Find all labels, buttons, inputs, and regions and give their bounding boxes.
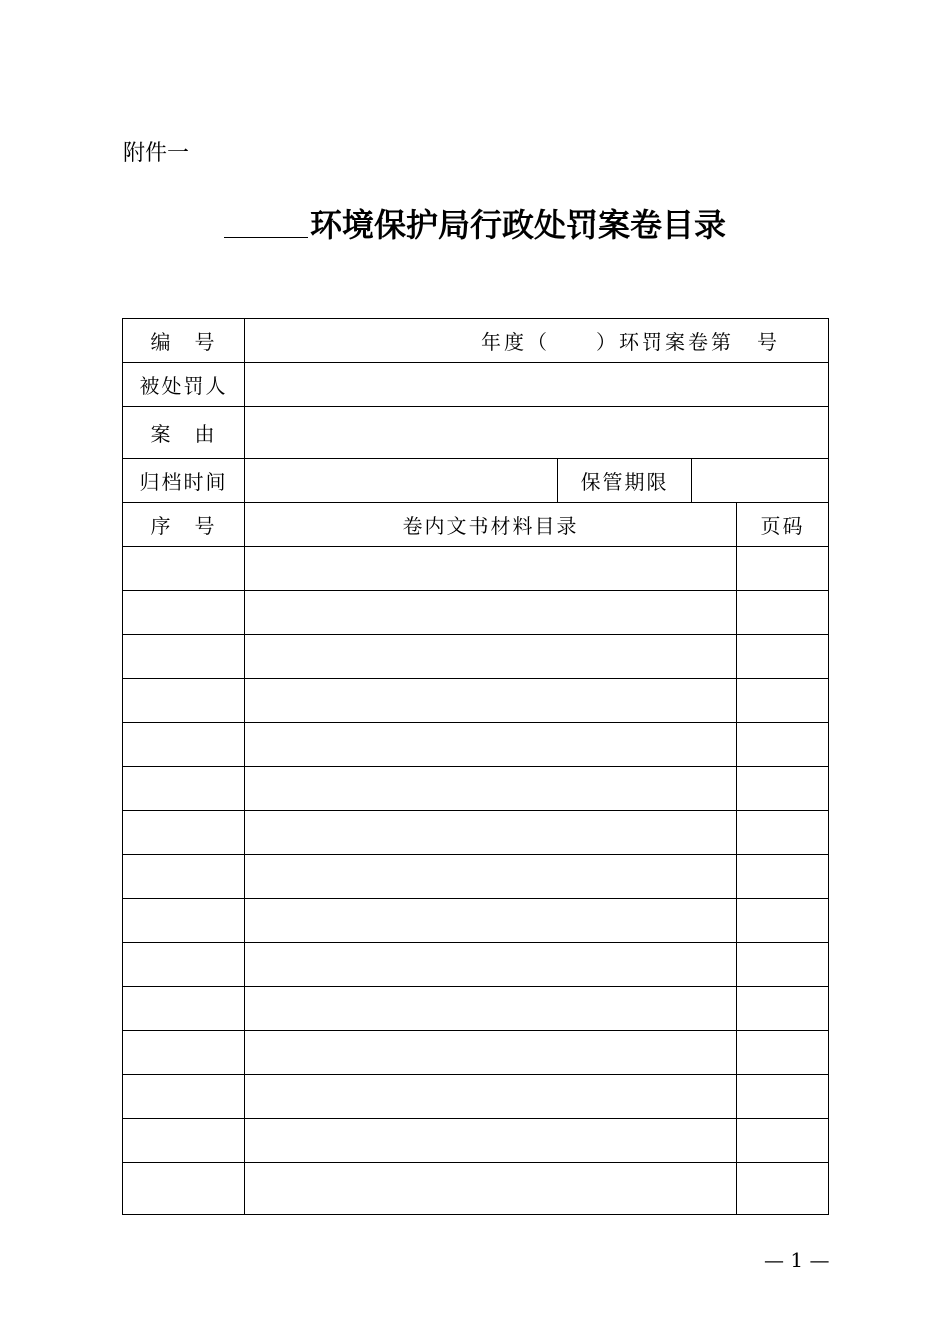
attachment-label: 附件一 [123, 141, 190, 166]
contents-cell [245, 1075, 737, 1119]
case-reason-row [123, 407, 829, 459]
seq-cell [123, 1031, 245, 1075]
seq-cell [123, 1119, 245, 1163]
page-cell [737, 1119, 829, 1163]
page-title [0, 200, 950, 246]
number-row [123, 319, 829, 363]
seq-cell [123, 943, 245, 987]
contents-cell [245, 1119, 737, 1163]
archive-time-value [245, 459, 558, 503]
table-row [123, 547, 829, 591]
contents-cell [245, 899, 737, 943]
page-cell [737, 855, 829, 899]
retention-period-label: 保管期限 [558, 459, 692, 503]
page-number: — 1 — [764, 1248, 830, 1272]
table-row [123, 1075, 829, 1119]
page-cell [737, 811, 829, 855]
seq-cell [123, 635, 245, 679]
contents-cell [245, 811, 737, 855]
page-cell [737, 1163, 829, 1215]
table-row [123, 635, 829, 679]
punished-party-row [123, 363, 829, 407]
page-cell [737, 987, 829, 1031]
table-row [123, 899, 829, 943]
contents-cell [245, 723, 737, 767]
archive-time-label: 归档时间 [123, 459, 245, 503]
contents-cell [245, 635, 737, 679]
table-row [123, 855, 829, 899]
contents-cell [245, 987, 737, 1031]
title-blank-line [224, 209, 308, 238]
seq-cell [123, 547, 245, 591]
table-row [123, 987, 829, 1031]
table-row [123, 811, 829, 855]
page-cell [737, 591, 829, 635]
contents-cell [245, 943, 737, 987]
page-cell [737, 943, 829, 987]
seq-cell [123, 1075, 245, 1119]
table-row [123, 943, 829, 987]
number-value: 年度（ ）环罚案卷第 号 [245, 319, 829, 363]
punished-party-label: 被处罚人 [123, 363, 245, 407]
column-header-contents: 卷内文书材料目录 [245, 503, 737, 547]
contents-cell [245, 1031, 737, 1075]
page-cell [737, 547, 829, 591]
page-cell [737, 1075, 829, 1119]
table-row [123, 1163, 829, 1215]
empty-rows [123, 547, 829, 1215]
page-cell [737, 679, 829, 723]
seq-cell [123, 591, 245, 635]
punished-party-value [245, 363, 829, 407]
page-cell [737, 723, 829, 767]
seq-cell [123, 1163, 245, 1215]
page-cell [737, 767, 829, 811]
contents-cell [245, 1163, 737, 1215]
retention-period-value [692, 459, 829, 503]
contents-cell [245, 767, 737, 811]
table-row [123, 767, 829, 811]
title-text: 环境保护局行政处罚案卷目录 [309, 206, 726, 244]
table-row [123, 1119, 829, 1163]
case-reason-label: 案 由 [123, 407, 245, 459]
seq-cell [123, 987, 245, 1031]
column-header-seq: 序 号 [123, 503, 245, 547]
catalog-table [122, 318, 829, 1215]
seq-cell [123, 767, 245, 811]
table-row [123, 1031, 829, 1075]
number-label: 编 号 [123, 319, 245, 363]
page-cell [737, 899, 829, 943]
seq-cell [123, 811, 245, 855]
contents-cell [245, 679, 737, 723]
page-cell [737, 635, 829, 679]
archive-row [123, 459, 829, 503]
page-cell [737, 1031, 829, 1075]
seq-cell [123, 899, 245, 943]
table-row [123, 723, 829, 767]
seq-cell [123, 855, 245, 899]
table-row [123, 591, 829, 635]
column-header-row [123, 503, 829, 547]
seq-cell [123, 679, 245, 723]
contents-cell [245, 591, 737, 635]
table-row [123, 679, 829, 723]
column-header-page: 页码 [737, 503, 829, 547]
case-reason-value [245, 407, 829, 459]
contents-cell [245, 547, 737, 591]
seq-cell [123, 723, 245, 767]
contents-cell [245, 855, 737, 899]
